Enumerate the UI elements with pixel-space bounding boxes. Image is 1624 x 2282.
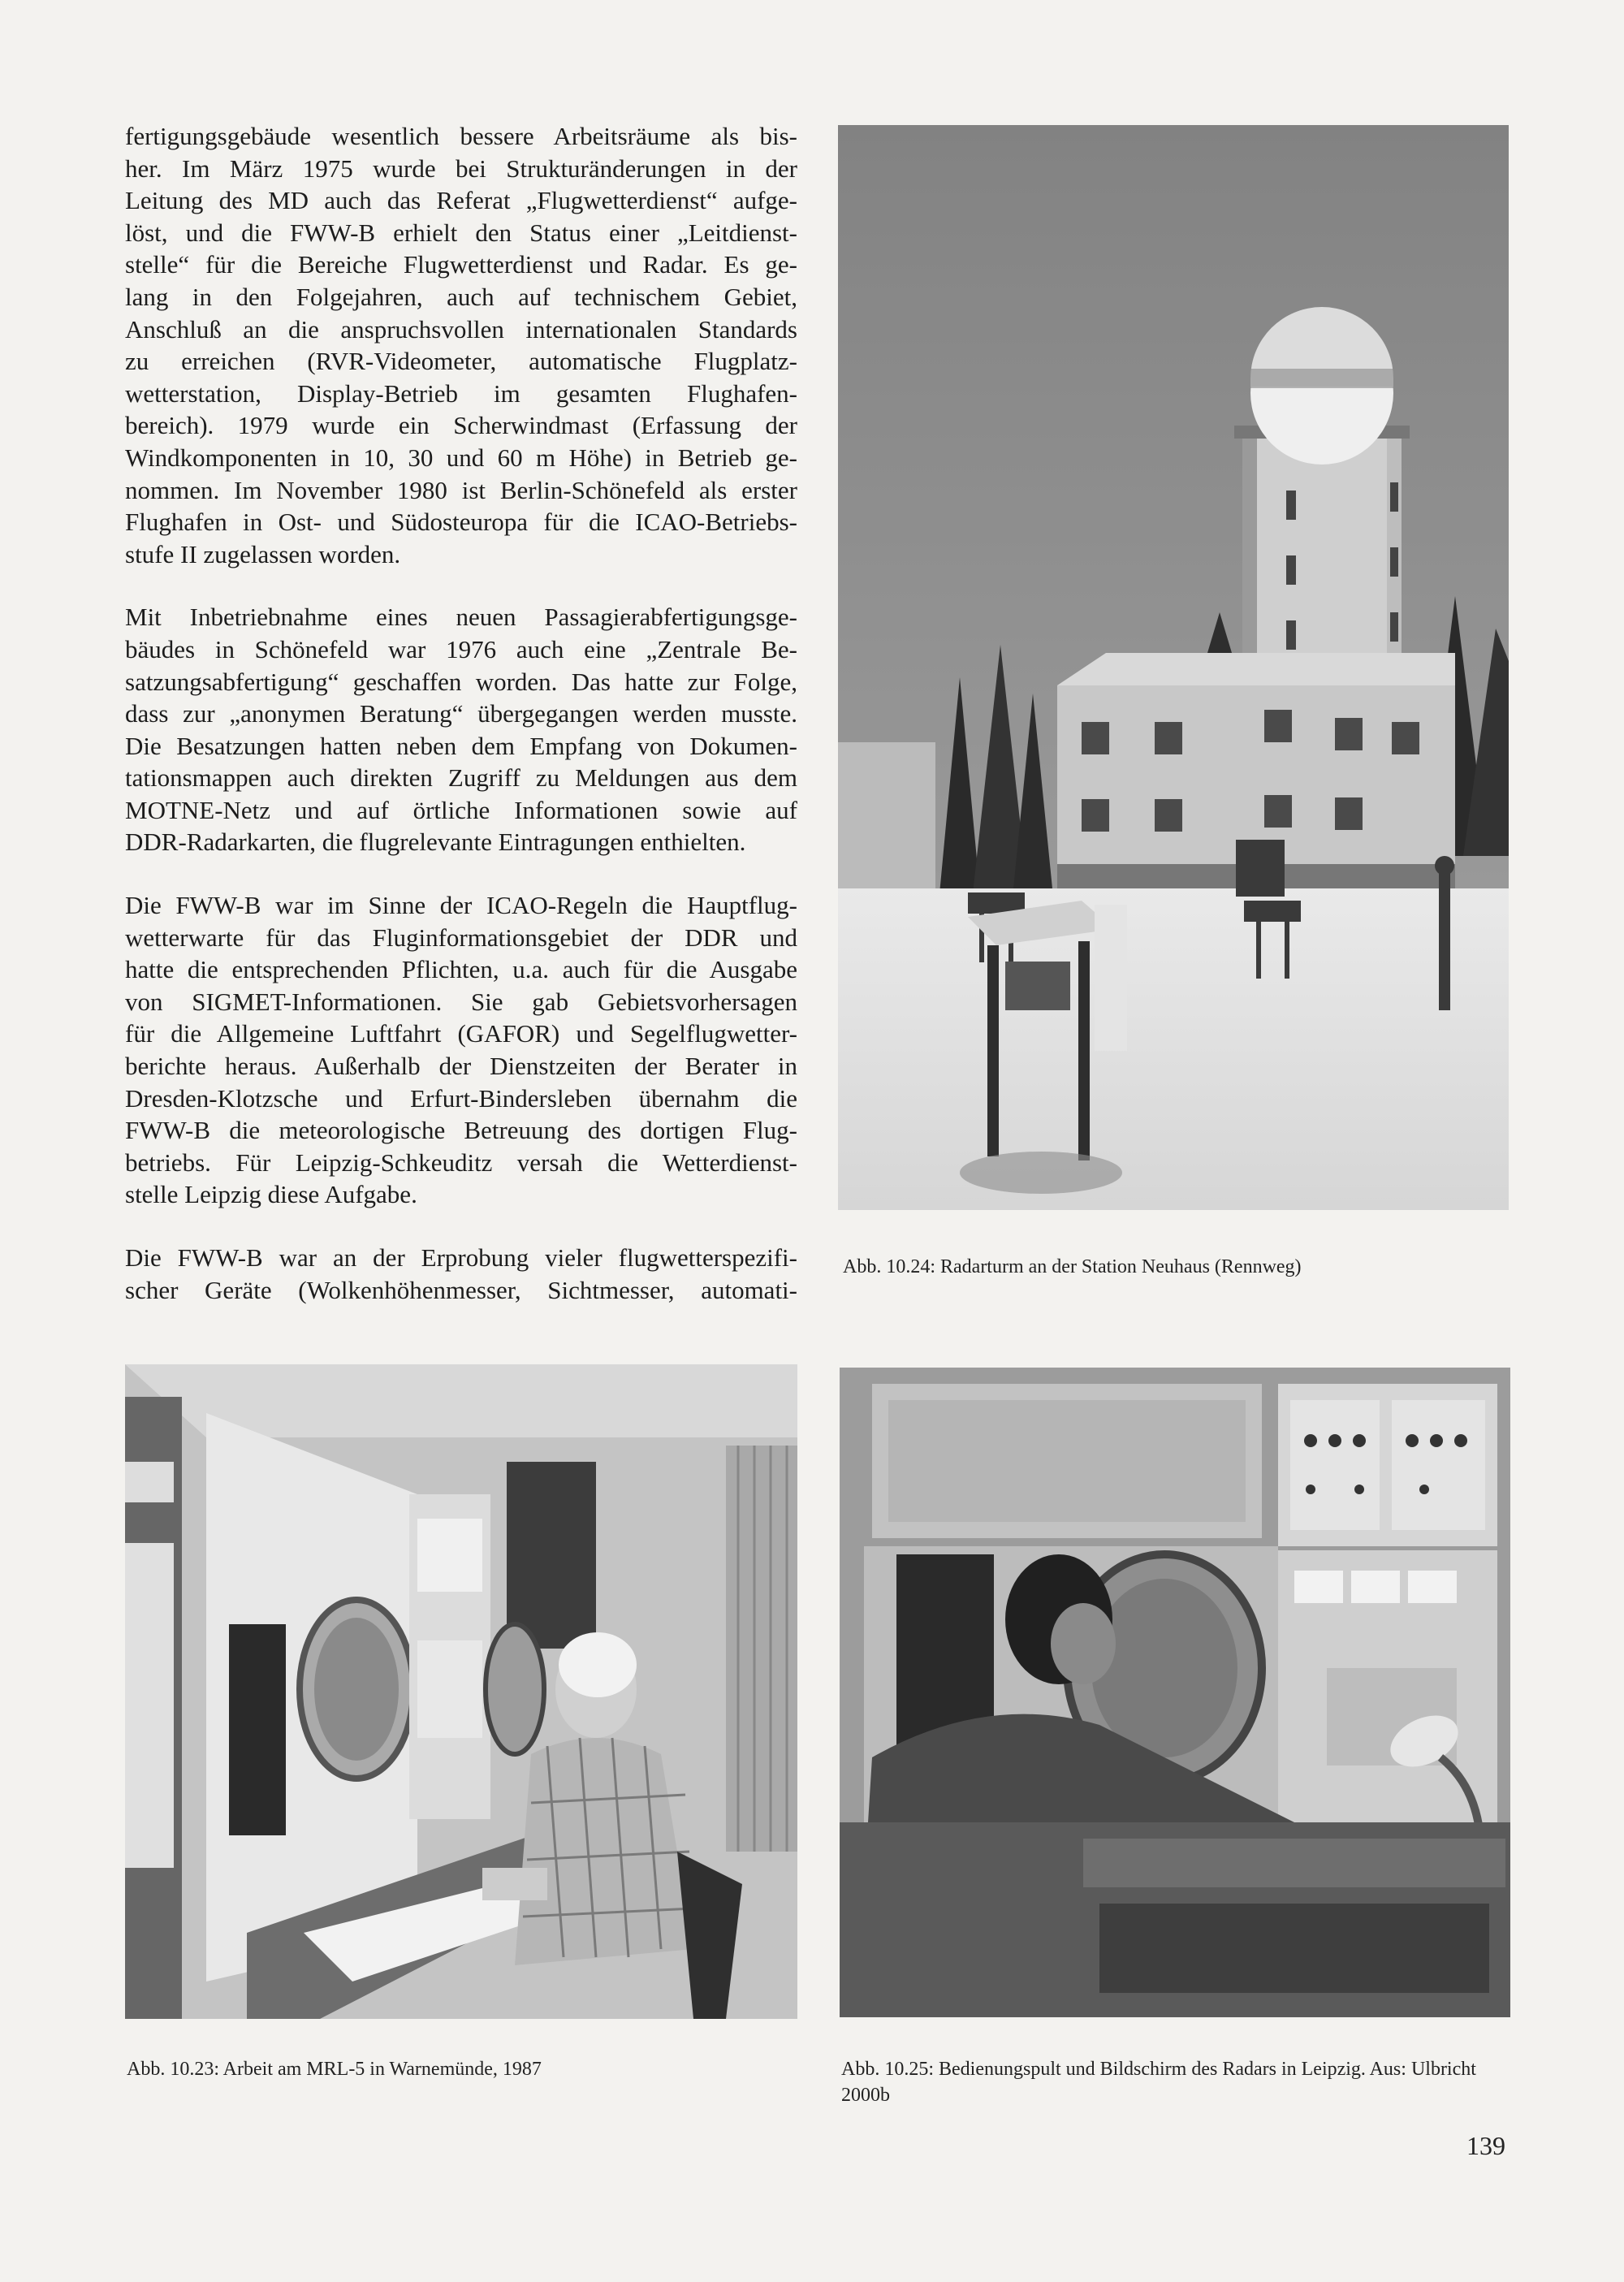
text-line: von SIGMET-Informationen. Sie gab Gebietsvorhersagen (125, 987, 797, 1016)
text-line: Windkomponenten in 10, 30 und 60 m Höhe) in Betrieb ge- (125, 443, 797, 472)
text-line: scher Geräte (Wolkenhöhenmesser, Sichtmesser, automati- (125, 1275, 797, 1304)
text-line: hatte die entsprechenden Pflichten, u.a. auch für die Ausgabe (125, 955, 797, 984)
text-line: tationsmappen auch direkten Zugriff zu Meldungen aus dem (125, 763, 797, 793)
paragraph-4 (125, 1242, 797, 1306)
text-line: berichte heraus. Außerhalb der Dienstzeiten der Berater in (125, 1052, 797, 1081)
mrl5-workstation-illustration (125, 1364, 797, 2019)
photo-mrl5-operator (125, 1364, 797, 2019)
text-line: Mit Inbetriebnahme eines neuen Passagierabfertigungsge- (125, 603, 797, 632)
paragraph-2 (125, 601, 797, 858)
paragraph-3 (125, 889, 797, 1211)
text-line: fertigungsgebäude wesentlich bessere Arbeitsräume als bis- (125, 122, 797, 150)
text-line: MOTNE-Netz und auf örtliche Informationen sowie auf (125, 795, 797, 824)
text-line: bereich). 1979 wurde ein Scherwindmast (Erfassung der (125, 411, 797, 440)
text-line: zu erreichen (RVR-Videometer, automatische Flugplatz- (125, 347, 797, 376)
text-line: betriebs. Für Leipzig-Schkeuditz versah die Wetterdienst- (125, 1147, 797, 1177)
text-line: DDR-Radarkarten, die flugrelevante Eintragungen enthielten. (125, 828, 746, 857)
text-line: Flughafen in Ost- und Südosteuropa für die ICAO-Betriebs- (125, 508, 797, 537)
figure-caption-10-25: Abb. 10.25: Bedienungspult und Bildschirm des Radars in Leipzig. Aus: Ulbricht 2000b (841, 2059, 1476, 2106)
text-line: Leitung des MD auch das Referat „Flugwetterdienst“ aufge- (125, 186, 797, 215)
figure-caption-10-24: Abb. 10.24: Radarturm an der Station Neuhaus (Rennweg) (843, 1256, 1302, 1277)
text-line: Anschluß an die anspruchsvollen internationalen Standards (125, 314, 797, 344)
text-line: stufe II zugelassen worden. (125, 539, 401, 568)
text-line: löst, und die FWW-B erhielt den Status einer „Leitdienst- (125, 218, 797, 247)
paragraph-1 (125, 120, 797, 570)
text-line: FWW-B die meteorologische Betreuung des dortigen Flug- (125, 1116, 797, 1145)
text-line: satzungsabfertigung“ geschaffen worden. Das hatte zur Folge, (125, 667, 797, 696)
text-line: wetterstation, Display-Betrieb im gesamten Flughafen- (125, 378, 797, 408)
text-line: nommen. Im November 1980 ist Berlin-Schönefeld als erster (125, 475, 797, 504)
text-line: Die FWW-B war im Sinne der ICAO-Regeln die Hauptflug- (125, 891, 797, 920)
text-line: dass zur „anonymen Beratung“ übergegangen werden musste. (125, 699, 797, 728)
text-line: Die FWW-B war an der Erprobung vieler flugwetterspezifi- (125, 1243, 797, 1272)
photo-radar-tower (838, 125, 1509, 1210)
figure-caption-10-23: Abb. 10.23: Arbeit am MRL-5 in Warnemünde, 1987 (127, 2059, 542, 2080)
text-line: stelle“ für die Bereiche Flugwetterdienst und Radar. Es ge- (125, 250, 797, 279)
text-line: her. Im März 1975 wurde bei Strukturänderungen in der (125, 153, 797, 183)
body-text-column (125, 120, 797, 1337)
text-line: für die Allgemeine Luftfahrt (GAFOR) und Segelflugwetter- (125, 1019, 797, 1048)
leipzig-console-illustration (840, 1368, 1510, 2017)
text-line: lang in den Folgejahren, auch auf technischem Gebiet, (125, 282, 797, 311)
text-line: Dresden-Klotzsche und Erfurt-Bindersleben übernahm die (125, 1083, 797, 1113)
text-line: Die Besatzungen hatten neben dem Empfang von Dokumen- (125, 731, 797, 760)
text-line: wetterwarte für das Fluginformationsgebiet der DDR und (125, 923, 797, 952)
photo-leipzig-radar-console (840, 1368, 1510, 2017)
radar-tower-illustration (838, 125, 1509, 1210)
text-line: bäudes in Schönefeld war 1976 auch eine „Zentrale Be- (125, 634, 797, 663)
page-number: 139 (1466, 2131, 1505, 2160)
text-line: stelle Leipzig diese Aufgabe. (125, 1180, 417, 1209)
